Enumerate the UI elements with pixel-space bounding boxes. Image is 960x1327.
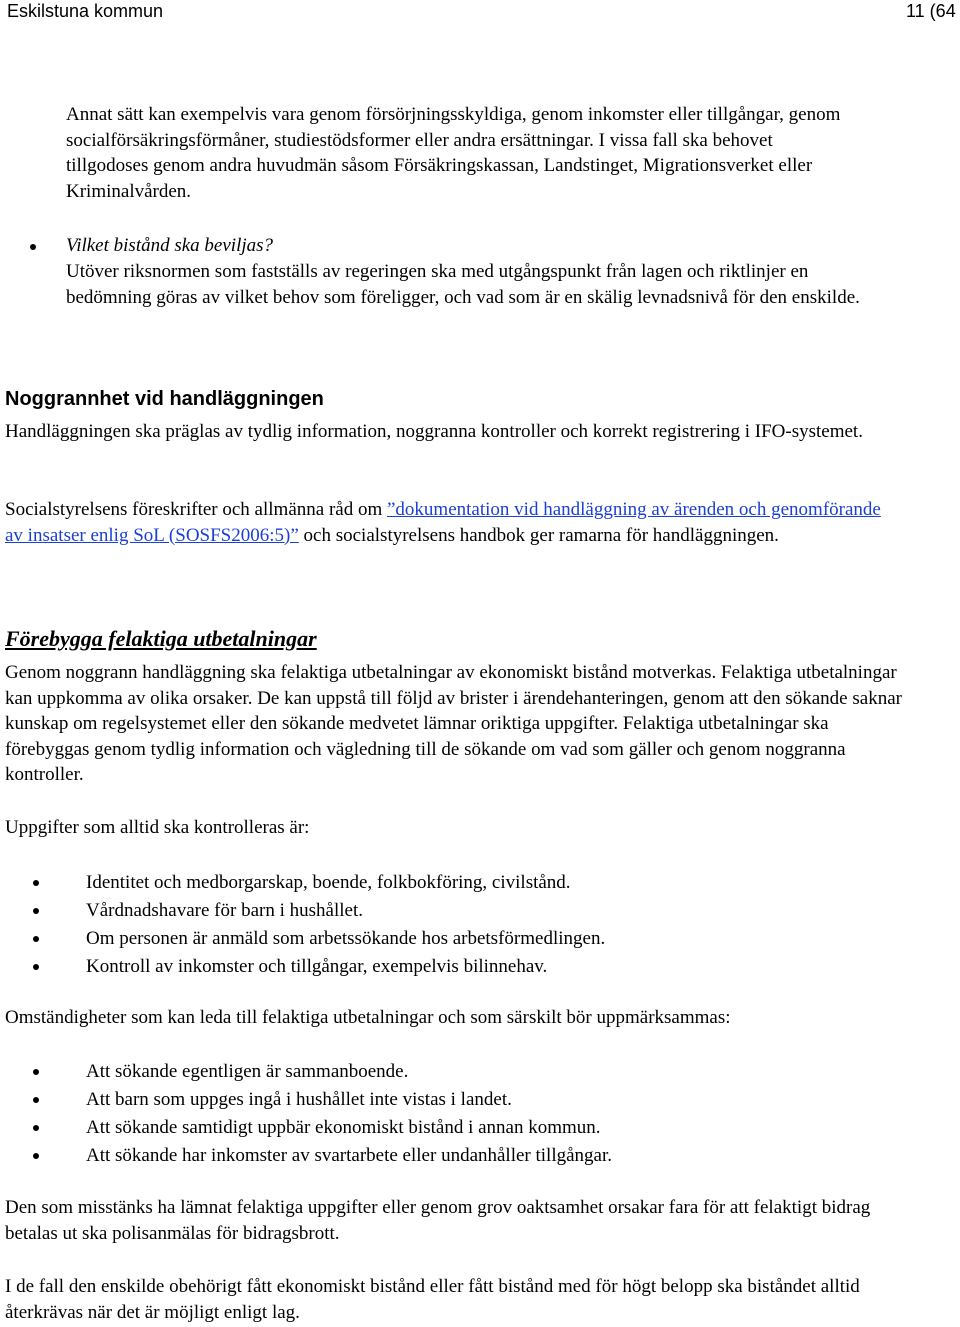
list1-intro: Uppgifter som alltid ska kontrolleras är: bbox=[5, 817, 310, 838]
circumstances-list bbox=[5, 1058, 905, 1170]
noggrannhet-paragraph-2 bbox=[5, 497, 895, 548]
list-item: Att barn som uppges ingå i hushållet inte vistas i landet. bbox=[5, 1086, 905, 1114]
noggrannhet-paragraph-1: Handläggningen ska präglas av tydlig information, noggranna kontroller och korrekt registrering i IFO-systemet. bbox=[5, 421, 863, 442]
list-item: Om personen är anmäld som arbetssökande hos arbetsförmedlingen. bbox=[5, 925, 905, 953]
header-org: Eskilstuna kommun bbox=[7, 1, 164, 21]
list-item: Att sökande har inkomster av svartarbete eller undanhåller tillgångar. bbox=[5, 1142, 905, 1170]
list-item: Identitet och medborgarskap, boende, folkbokföring, civilstånd. bbox=[5, 869, 905, 897]
header-page-number: 11 (64 bbox=[906, 1, 956, 21]
forebygga-paragraph: Genom noggrann handläggning ska felaktiga utbetalningar av ekonomiskt bistånd motverkas. Felaktiga utbetalningar kan uppkomma av olika orsaker. De kan uppstå till följd av brister i ärendehanteringen, genom att den sökande saknar kunskap om regelsystemet eller den sökande medvetet lämnar oriktiga uppgifter. Felaktiga utbetalningar ska förebyggas genom tydlig information och vägledning till de sökande om vad som gäller och genom noggranna kontroller. bbox=[5, 662, 902, 785]
list2-intro: Omständigheter som kan leda till felaktiga utbetalningar och som särskilt bör uppmärksammas: bbox=[5, 1007, 731, 1028]
bullet-text: Utöver riksnormen som fastställs av regeringen ska med utgångspunkt från lagen och riktlinjer en bedömning göras av vilket behov som föreligger, och vad som är en skälig levnadsnivå för den enskilde. bbox=[66, 261, 860, 308]
list-item: Att sökande samtidigt uppbär ekonomiskt bistånd i annan kommun. bbox=[5, 1114, 905, 1142]
bullet-title: Vilket bistånd ska beviljas? bbox=[66, 235, 274, 256]
control-list bbox=[5, 869, 905, 981]
list-item: Att sökande egentligen är sammanboende. bbox=[5, 1058, 905, 1086]
heading-noggrannhet: Noggrannhet vid handläggningen bbox=[5, 388, 324, 410]
list-item: Vårdnadshavare för barn i hushållet. bbox=[5, 897, 905, 925]
misstanke-paragraph: Den som misstänks ha lämnat felaktiga uppgifter eller genom grov oaktsamhet orsakar fara för att felaktigt bidrag betalas ut ska polisanmälas för bidragsbrott. bbox=[5, 1197, 871, 1244]
aterkrav-paragraph: I de fall den enskilde obehörigt fått ekonomiskt bistånd eller fått bistånd med för högt belopp ska biståndet alltid återkrävas när det är möjligt enligt lag. bbox=[5, 1276, 860, 1323]
para2-text-pre: Socialstyrelsens föreskrifter och allmänna råd om bbox=[5, 499, 387, 520]
intro-paragraph: Annat sätt kan exempelvis vara genom försörjningsskyldiga, genom inkomster eller tillgångar, genom socialförsäkringsförmåner, studiestödsformer eller andra ersättningar. I vissa fall ska behovet tillgodoses genom andra huvudmän såsom Försäkringskassan, Landstinget, Migrationsverket eller Kriminalvården. bbox=[66, 104, 841, 202]
sosfs-link[interactable]: ”dokumentation vid handläggning av ärenden och genomförande av insatser enlig SoL (SOSFS2006:5)” bbox=[5, 499, 881, 546]
heading-forebygga: Förebygga felaktiga utbetalningar bbox=[5, 626, 317, 651]
page-header bbox=[0, 0, 960, 26]
list-item: Kontroll av inkomster och tillgångar, exempelvis bilinnehav. bbox=[5, 953, 905, 981]
bullet-icon bbox=[30, 244, 36, 250]
para2-text-post: och socialstyrelsens handbok ger ramarna för handläggningen. bbox=[298, 524, 779, 546]
